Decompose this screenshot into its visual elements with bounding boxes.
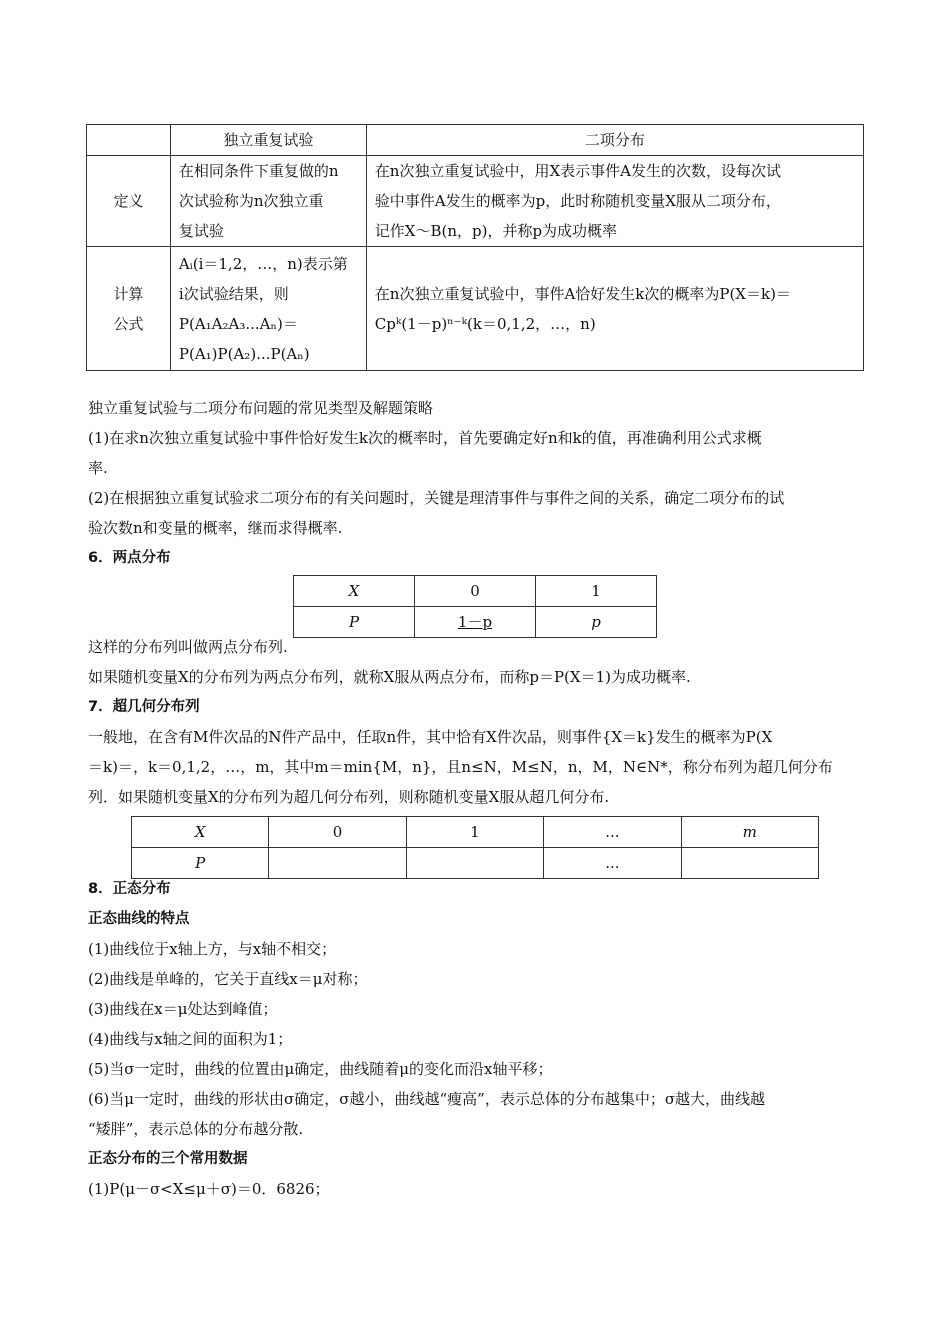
row-label <box>87 247 171 371</box>
paragraph-line: (1)曲线位于x轴上方，与x轴不相交； <box>88 940 337 958</box>
table-cell <box>366 247 863 371</box>
table-cell <box>366 156 863 247</box>
binomial-comparison-table <box>86 124 864 371</box>
paragraph-line: 这样的分布列叫做两点分布列. <box>88 638 288 656</box>
table-cell: 1 <box>406 817 543 848</box>
section-heading: 8．正态分布 <box>88 881 171 897</box>
paragraph-line: (2)在根据独立重复试验求二项分布的有关问题时，关键是理清事件与事件之间的关系，确定二项分布的试 <box>88 489 785 507</box>
paragraph-line: (6)当μ一定时，曲线的形状由σ确定，σ越小，曲线越“瘦高”，表示总体的分布越集中；σ越大，曲线越 <box>88 1090 766 1108</box>
paragraph-line: (5)当σ一定时，曲线的位置由μ确定，曲线随着μ的变化而沿x轴平移； <box>88 1060 553 1078</box>
paragraph-line: “矮胖”，表示总体的分布越分散. <box>88 1120 304 1138</box>
fill-in-answer: 1－p <box>457 613 493 631</box>
table-cell: m <box>681 817 818 848</box>
section-6-text <box>88 632 864 812</box>
paragraph-line: (4)曲线与x轴之间的面积为1； <box>88 1030 293 1048</box>
table-header: 独立重复试验 <box>170 125 366 156</box>
section-heading: 7．超几何分布列 <box>88 699 200 715</box>
cell-line: 记作X～B(n，p)，并称p为成功概率 <box>374 222 618 240</box>
section-title: 独立重复试验与二项分布问题的常见类型及解题策略 <box>88 399 434 417</box>
cell-line: P(A₁A₂A₃...Aₙ)＝ <box>178 314 298 333</box>
cell-line: i次试验结果，则 <box>178 284 289 303</box>
table-cell: P <box>132 848 269 879</box>
table-row <box>87 125 864 156</box>
section-8 <box>88 874 864 1204</box>
table-cell: ... <box>544 848 681 879</box>
cell-line: P(A₁)P(A₂)...P(Aₙ) <box>178 344 310 363</box>
paragraph-line: (1)P(μ－σ<X≤μ＋σ)＝0．6826； <box>88 1180 330 1198</box>
table-cell <box>170 247 366 371</box>
cell-line: Aᵢ(i＝1,2，…，n)表示第 <box>178 254 348 273</box>
table-cell: p <box>536 607 657 638</box>
cell-line: 在n次独立重复试验中，事件A恰好发生k次的概率为P(X＝k)＝ <box>374 284 791 303</box>
cell-line: 次试验称为n次独立重 <box>178 192 324 210</box>
label-line: 公式 <box>113 314 144 333</box>
table-header-empty <box>87 125 171 156</box>
paragraph-line: 如果随机变量X的分布列为两点分布列，就称X服从两点分布，而称p＝P(X＝1)为成功概率. <box>88 668 691 686</box>
subheading: 正态曲线的特点 <box>88 911 190 927</box>
cell-line: 在相同条件下重复做的n <box>178 162 339 180</box>
paragraph-line: 验次数n和变量的概率，继而求得概率. <box>88 519 343 537</box>
paragraph-line: (2)曲线是单峰的，它关于直线x＝μ对称； <box>88 970 368 988</box>
table-row <box>87 156 864 247</box>
label-line: 计算 <box>113 284 144 303</box>
cell-line: 复试验 <box>178 222 224 240</box>
hypergeometric-table <box>131 816 819 879</box>
paragraph-line: 率. <box>88 459 108 477</box>
table-header: 二项分布 <box>366 125 863 156</box>
table-cell: X <box>294 576 415 607</box>
cell-line: 在n次独立重复试验中，用X表示事件A发生的次数，设每次试 <box>374 162 781 180</box>
table-row <box>294 576 657 607</box>
table-cell: P <box>294 607 415 638</box>
table-cell: ... <box>544 817 681 848</box>
table-row <box>132 817 819 848</box>
paragraph-line: (1)在求n次独立重复试验中事件恰好发生k次的概率时，首先要确定好n和k的值，再准确利用公式求概 <box>88 429 762 447</box>
two-point-distribution-table <box>293 575 657 638</box>
paragraph-line: ＝k)＝，k＝0,1,2，…，m，其中m＝min{M，n}，且n≤N，M≤N，n，M，N∈N*，称分布列为超几何分布 <box>88 758 833 776</box>
paragraph-line: (3)曲线在x＝μ处达到峰值； <box>88 1000 278 1018</box>
table-cell: 0 <box>269 817 406 848</box>
row-label: 定义 <box>87 156 171 247</box>
cell-line: 验中事件A发生的概率为p，此时称随机变量X服从二项分布， <box>374 192 781 210</box>
paragraph-line: 一般地，在含有M件次品的N件产品中，任取n件，其中恰有X件次品，则事件{X＝k}发生的概率为P(X <box>88 728 773 746</box>
table-cell: 1 <box>536 576 657 607</box>
section-heading: 6．两点分布 <box>88 550 171 566</box>
subheading: 正态分布的三个常用数据 <box>88 1151 248 1167</box>
cell-line: Cpᵏ(1－p)ⁿ⁻ᵏ(k＝0,1,2，…，n) <box>374 314 596 333</box>
paragraph-line: 列．如果随机变量X的分布列为超几何分布列，则称随机变量X服从超几何分布. <box>88 788 610 806</box>
table-cell: X <box>132 817 269 848</box>
binomial-strategy-section <box>88 393 864 573</box>
table-cell <box>170 156 366 247</box>
table-cell: 0 <box>415 576 536 607</box>
table-row <box>87 247 864 371</box>
